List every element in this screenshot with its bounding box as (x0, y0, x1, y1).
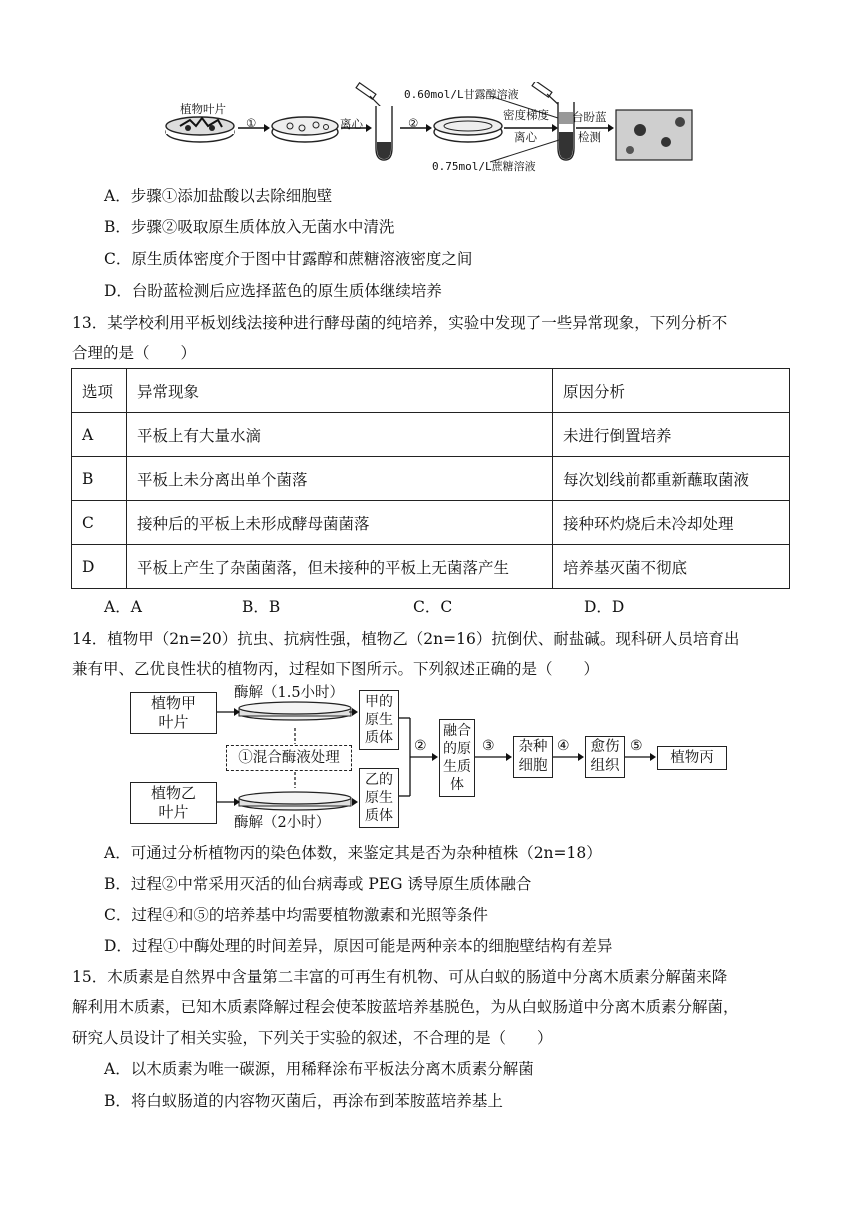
fig12-trypan-label-1: 台盼蓝 (572, 110, 607, 124)
table-row (72, 545, 790, 589)
callus-box: 愈伤 组织 (585, 736, 625, 778)
q14-stem-line1: 14．植物甲（2n=20）抗虫、抗病性强，植物乙（2n=16）抗倒伏、耐盐碱。现科研人员培育出 (72, 630, 740, 648)
table-cell: 未进行倒置培养 (553, 413, 790, 457)
table-cell: 接种环灼烧后未冷却处理 (553, 501, 790, 545)
enzyme-b-label: 酶解（2小时） (234, 815, 331, 831)
q13-table (71, 368, 790, 589)
q13-option-a: A．A (104, 598, 142, 616)
plant-a-box: 植物甲 叶片 (130, 692, 217, 734)
fig12-trypan-label-2: 检测 (578, 130, 601, 144)
q12-option-c: C．原生质体密度介于图中甘露醇和蔗糖溶液密度之间 (104, 250, 473, 268)
table-cell: 每次划线前都重新蘸取菌液 (553, 457, 790, 501)
q12-option-d: D．台盼蓝检测后应选择蓝色的原生质体继续培养 (104, 282, 442, 300)
table-row (72, 413, 790, 457)
table-cell: 接种后的平板上未形成酵母菌菌落 (127, 501, 553, 545)
step2-label: ② (414, 738, 427, 754)
fig12-leaf-label: 植物叶片 (180, 102, 226, 116)
step5-label: ⑤ (630, 738, 643, 754)
mix-enzyme-box: ①混合酶液处理 (226, 745, 352, 771)
q14-option-c: C．过程④和⑤的培养基中均需要植物激素和光照等条件 (104, 906, 488, 924)
fig12-step1: ① (246, 116, 257, 130)
table-header-cell: 异常现象 (127, 369, 553, 413)
table-header-row (72, 369, 790, 413)
q15-option-b: B．将白蚁肠道的内容物灭菌后，再涂布到苯胺蓝培养基上 (104, 1092, 503, 1110)
q14-stem-line2: 兼有甲、乙优良性状的植物丙，过程如下图所示。下列叙述正确的是（ ） (72, 660, 600, 678)
table-row (72, 501, 790, 545)
fig12-centrifuge-label: 离心 (340, 117, 363, 131)
table-cell: 平板上有大量水滴 (127, 413, 553, 457)
plant-b-box: 植物乙 叶片 (130, 782, 217, 824)
q14-option-b: B．过程②中常采用灭活的仙台病毒或 PEG 诱导原生质体融合 (104, 875, 532, 893)
fig12-gradient-label-1: 密度梯度 (503, 108, 549, 122)
plant-c-box: 植物丙 (657, 746, 727, 770)
table-header-cell: 选项 (72, 369, 127, 413)
q14-option-a: A．可通过分析植物丙的染色体数，来鉴定其是否为杂种植株（2n=18） (104, 844, 602, 862)
q15-option-a: A．以木质素为唯一碳源，用稀释涂布平板法分离木质素分解菌 (104, 1060, 534, 1078)
q14-option-d: D．过程①中酶处理的时间差异，原因可能是两种亲本的细胞壁结构有差异 (104, 937, 613, 955)
table-header-cell: 原因分析 (553, 369, 790, 413)
step3-label: ③ (482, 738, 495, 754)
enzyme-a-label: 酶解（1.5小时） (234, 685, 345, 701)
q15-stem-line3: 研究人员设计了相关实验，下列关于实验的叙述，不合理的是（ ） (72, 1029, 553, 1047)
q13-option-b: B．B (242, 598, 281, 616)
q15-stem-line2: 解利用木质素，已知木质素降解过程会使苯胺蓝培养基脱色，为从白蚁肠道中分离木质素分解菌， (72, 998, 739, 1016)
fig12-gradient-label-2: 离心 (514, 130, 537, 144)
table-cell: A (72, 413, 127, 457)
q14-flow-diagram (130, 685, 730, 838)
table-cell: 培养基灭菌不彻底 (553, 545, 790, 589)
table-cell: D (72, 545, 127, 589)
table-row (72, 457, 790, 501)
q15-stem-line1: 15．木质素是自然界中含量第二丰富的可再生有机物、可从白蚁的肠道中分离木质素分解菌来降 (72, 968, 728, 986)
table-cell: C (72, 501, 127, 545)
hybrid-cell-box: 杂种 细胞 (513, 736, 553, 778)
fig12-step2: ② (408, 116, 419, 130)
q13-stem-line1: 13．某学校利用平板划线法接种进行酵母菌的纯培养，实验中发现了一些异常现象，下列分析不 (72, 314, 728, 332)
q13-option-c: C．C (413, 598, 453, 616)
q12-option-b: B．步骤②吸取原生质体放入无菌水中清洗 (104, 218, 395, 236)
fused-protoplast-box: 融合 的原 生质 体 (439, 719, 475, 797)
table-cell: B (72, 457, 127, 501)
fig12-sucrose-label: 0.75mol/L蔗糖溶液 (432, 160, 536, 173)
table-cell: 平板上未分离出单个菌落 (127, 457, 553, 501)
q12-option-a: A．步骤①添加盐酸以去除细胞壁 (104, 187, 333, 205)
fig12-mannitol-label: 0.60mol/L甘露醇溶液 (404, 88, 519, 101)
q13-option-d: D．D (584, 598, 625, 616)
proto-b-box: 乙的 原生 质体 (359, 768, 399, 828)
proto-a-box: 甲的 原生 质体 (359, 690, 399, 750)
flow-connectors (130, 688, 730, 838)
step4-label: ④ (557, 738, 570, 754)
q13-stem-line2: 合理的是（ ） (72, 344, 197, 362)
table-cell: 平板上产生了杂菌菌落，但未接种的平板上无菌落产生 (127, 545, 553, 589)
